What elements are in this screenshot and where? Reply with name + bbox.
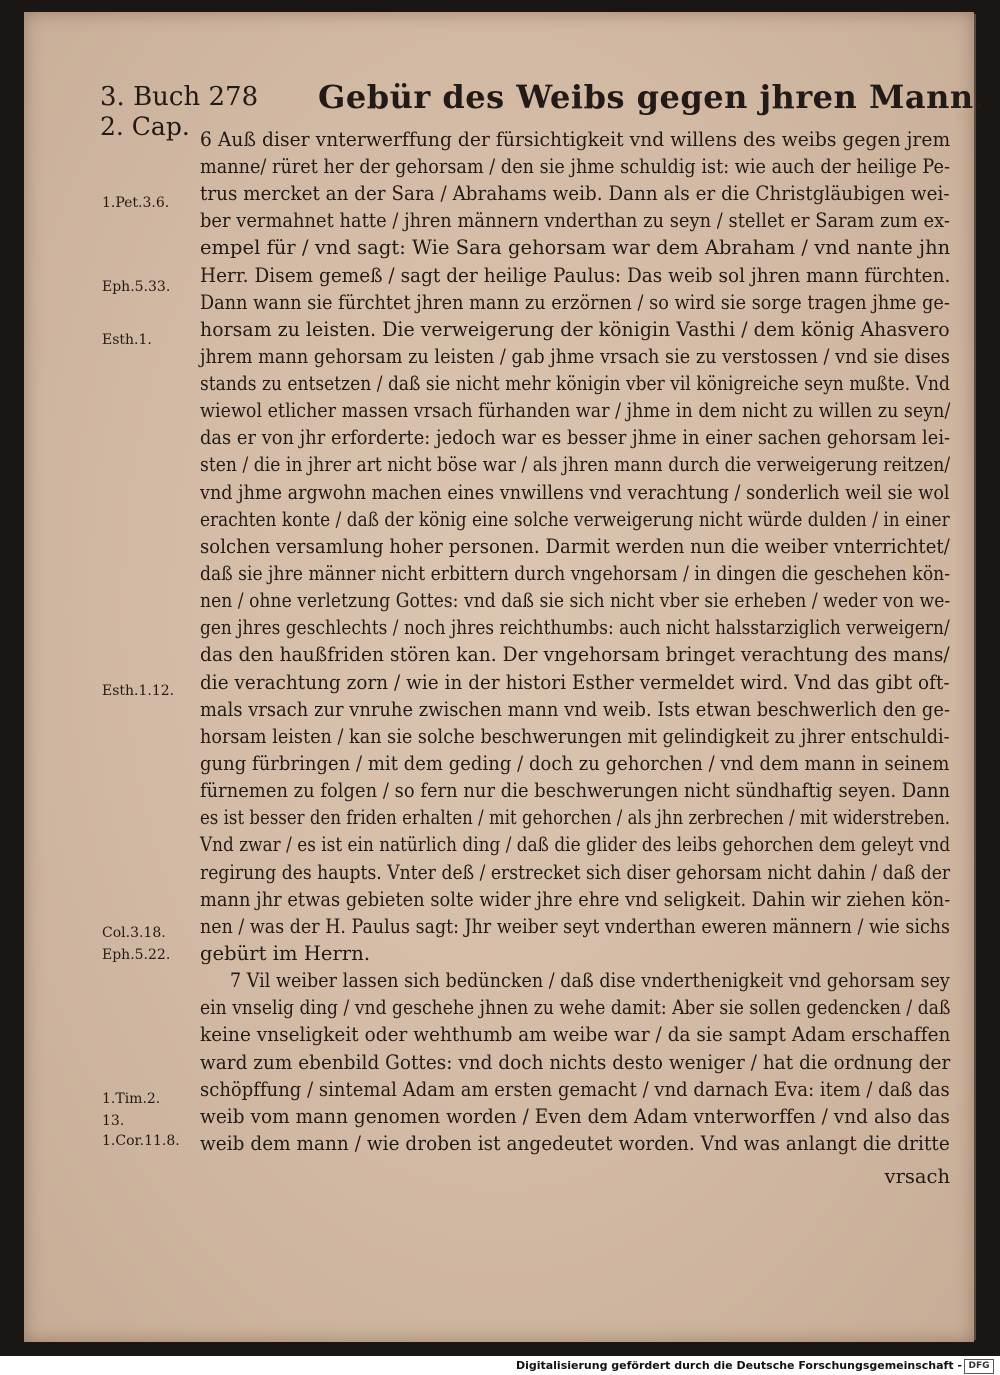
margin-note: Eph.5.33.: [102, 279, 171, 295]
text-line: fürnemen zu folgen / so fern nur die beschwerungen nicht sündhaftig seyen. Dann: [200, 779, 951, 802]
text-line: keine vnseligkeit oder wehthumb am weibe war / da sie sampt Adam erschaffen: [200, 1023, 951, 1046]
text-line: gebürt im Herrn.: [200, 942, 371, 965]
margin-note: 13.: [102, 1113, 125, 1129]
text-line: gen jhres geschlechts / noch jhres reichthumbs: auch nicht halsstarziglich verweigern/: [200, 616, 950, 639]
text-line: 6 Auß diser vnterwerffung der fürsichtigkeit vnd willens des weibs gegen jrem: [200, 128, 951, 151]
text-line: weib vom mann genomen worden / Even dem Adam vnterworffen / vnd also das: [200, 1105, 950, 1128]
margin-note: Esth.1.12.: [102, 683, 175, 699]
text-line: mals vrsach zur vnruhe zwischen mann vnd weib. Ists etwan beschwerlich den ge-: [200, 698, 951, 721]
footer-bar: [0, 1356, 1000, 1375]
text-line: empel für / vnd sagt: Wie Sara gehorsam war dem Abraham / vnd nante jhn: [200, 236, 951, 259]
margin-note: Esth.1.: [102, 332, 152, 348]
margin-note: 1.Cor.11.8.: [102, 1133, 180, 1149]
text-line: das den haußfriden stören kan. Der vngehorsam bringet verachtung des mans/: [200, 643, 950, 666]
text-line: die verachtung zorn / wie in der histori Esther vermeldet wird. Vnd das gibt oft-: [200, 671, 950, 694]
chapter-label: 2. Cap.: [100, 112, 190, 141]
text-line: solchen versamlung hoher personen. Darmit werden nun die weiber vnterrichtet/: [200, 535, 950, 558]
text-line: erachten konte / daß der könig eine solche verweigerung nicht würde dulden / in einer: [200, 508, 950, 531]
catchword: vrsach: [884, 1165, 950, 1188]
running-title: Gebür des Weibs gegen jhren Mann.: [318, 78, 986, 116]
text-line: 7 Vil weiber lassen sich bedüncken / daß dise vnderthenigkeit vnd gehorsam sey: [230, 969, 950, 992]
text-line: Vnd zwar / es ist ein natürlich ding / daß die glider des leibs gehorchen dem geleyt vnd: [200, 833, 951, 856]
text-line: Dann wann sie fürchtet jhren mann zu erzörnen / so wird sie sorge tragen jhme ge-: [200, 291, 950, 314]
text-line: wiewol etlicher massen vrsach fürhanden war / jhme in dem nicht zu willen zu seyn/: [200, 399, 951, 422]
margin-note: Eph.5.22.: [102, 947, 171, 963]
text-line: das er von jhr erforderte: jedoch war es besser jhme in einer sachen gehorsam lei-: [200, 426, 951, 449]
text-line: horsam zu leisten. Die verweigerung der königin Vasthi / dem könig Ahasvero: [200, 318, 950, 341]
text-line: weib dem mann / wie droben ist angedeutet worden. Vnd was anlangt die dritte: [200, 1132, 950, 1155]
text-line: gung fürbringen / mit dem geding / doch zu gehorchen / vnd dem mann in seinem: [200, 752, 950, 775]
text-line: sten / die in jhrer art nicht böse war / als jhren mann durch die verweigerung reitzen/: [200, 453, 951, 476]
text-line: Herr. Disem gemeß / sagt der heilige Paulus: Das weib sol jhren mann fürchten.: [200, 264, 951, 287]
book-page-number: 3. Buch 278: [100, 82, 259, 112]
text-line: regirung des haupts. Vnter deß / erstrecket sich diser gehorsam nicht dahin / daß der: [200, 861, 951, 884]
margin-note: 1.Pet.3.6.: [102, 195, 170, 211]
text-line: schöpffung / sintemal Adam am ersten gemacht / vnd darnach Eva: item / daß das: [200, 1078, 950, 1101]
text-line: horsam leisten / kan sie solche beschwerungen mit gelindigkeit zu jhrer entschuldi-: [200, 725, 950, 748]
dfg-logo-icon: DFG: [964, 1359, 994, 1374]
funding-notice: Digitalisierung gefördert durch die Deutsche Forschungsgemeinschaft -: [515, 1359, 962, 1372]
text-line: nen / ohne verletzung Gottes: vnd daß sie sich nicht vber sie erheben / weder von we-: [200, 589, 951, 612]
text-line: nen / was der H. Paulus sagt: Jhr weiber seyt vnderthan eweren männern / wie sichs: [200, 915, 950, 938]
margin-note: Col.3.18.: [102, 925, 166, 941]
text-line: daß sie jhre männer nicht erbittern durch vngehorsam / in dingen die geschehen kön-: [200, 562, 951, 585]
text-line: mann jhr etwas gebieten solte wider jhre ehre vnd seligkeit. Dahin wir ziehen kön-: [200, 888, 951, 911]
text-line: ber vermahnet hatte / jhren männern vnderthan zu seyn / stellet er Saram zum ex-: [200, 209, 950, 232]
text-line: jhrem mann gehorsam zu leisten / gab jhme vrsach sie zu verstossen / vnd sie dises: [200, 345, 950, 368]
margin-note: 1.Tim.2.: [102, 1091, 161, 1107]
text-line: es ist besser den friden erhalten / mit gehorchen / als jhn zerbrechen / mit widerstreben.: [200, 806, 951, 829]
text-line: manne/ rüret her der gehorsam / den sie jhme schuldig ist: wie auch der heilige Pe-: [200, 155, 950, 178]
text-line: vnd jhme argwohn machen eines vnwillens vnd verachtung / sonderlich weil sie wol: [200, 481, 950, 504]
text-line: ward zum ebenbild Gottes: vnd doch nichts desto weniger / hat die ordnung der: [200, 1051, 951, 1074]
text-line: stands zu entsetzen / daß sie nicht mehr königin vber vil königreiche seyn mußte. Vnd: [200, 372, 950, 395]
text-line: ein vnselig ding / vnd geschehe jhnen zu wehe damit: Aber sie sollen gedencken / daß: [200, 996, 951, 1019]
text-line: trus mercket an der Sara / Abrahams weib. Dann als er die Christgläubigen wei-: [200, 182, 950, 205]
